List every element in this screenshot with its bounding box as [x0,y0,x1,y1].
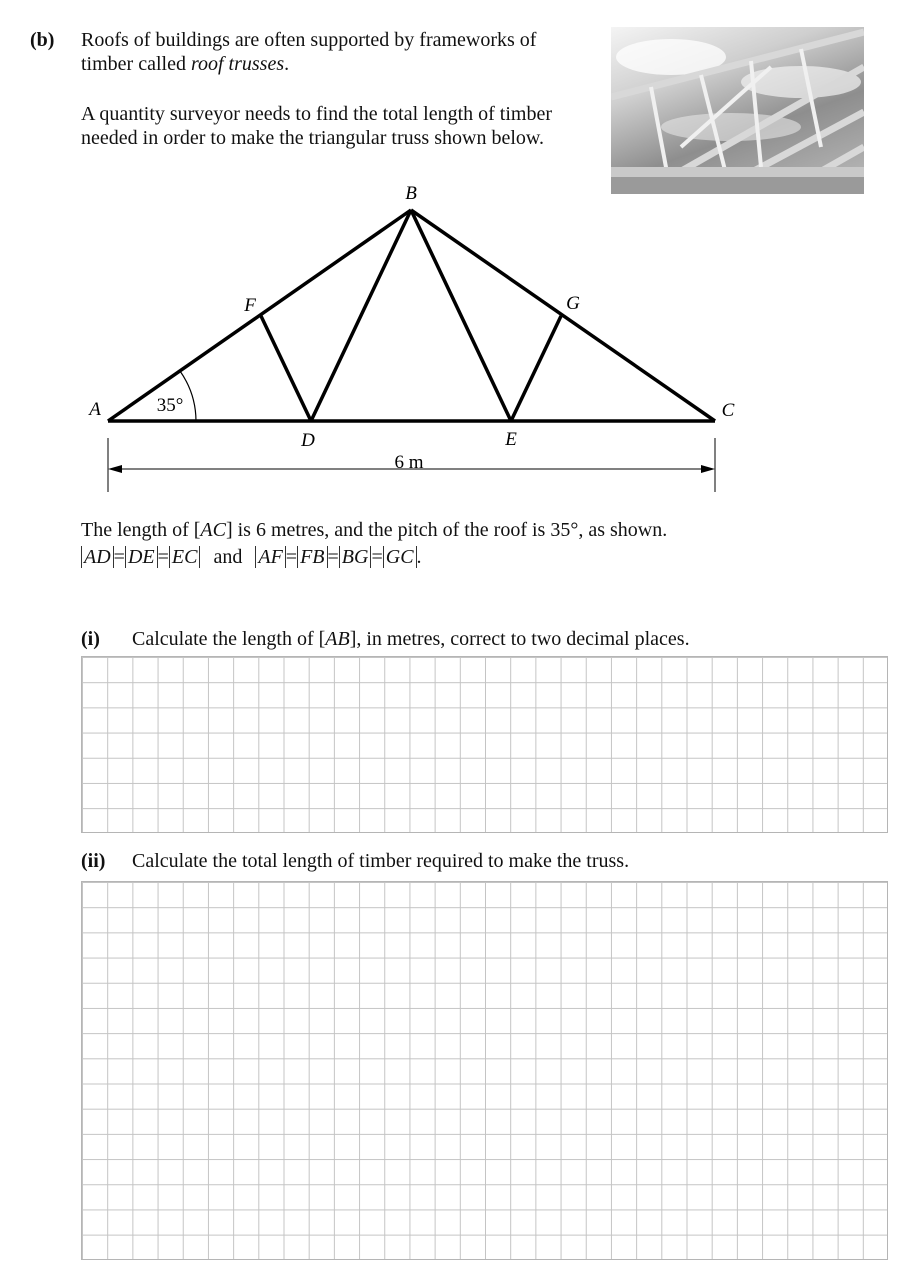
abs-gc: GC [383,546,417,568]
eq-period: . [416,546,422,568]
abs-ad: AD [81,546,114,568]
length-label: 6 m [394,452,424,473]
question-ii-label: (ii) [81,850,106,872]
label-b: B [405,183,417,204]
statement-ac: AC [200,519,226,541]
eq-and: and [213,546,243,568]
statement-a: The length of [ [81,519,201,541]
truss-rafter-bc [411,210,715,421]
abs-af: AF [255,546,285,568]
truss-member-db [311,210,411,421]
dimension-arrow-left [108,465,122,473]
intro-line-3: A quantity surveyor needs to find the total length of timber [81,103,553,125]
roof-truss-photo [611,27,864,194]
truss-member-fd [261,316,311,421]
intro-line-2-end: . [284,53,290,75]
roof-truss-photo-icon [611,27,864,194]
intro-line-4: needed in order to make the triangular truss shown below. [81,127,545,149]
truss-member-eg [511,316,561,421]
abs-ec: EC [169,546,201,568]
answer-grid-ii[interactable] [81,881,888,1260]
roof-trusses-term: roof trusses [190,53,285,75]
intro-line-1: Roofs of buildings are often supported by frameworks of [81,29,537,51]
question-i-text [132,627,690,651]
label-a: A [89,399,101,420]
truss-diagram [0,170,920,500]
dimension-arrow-right [701,465,715,473]
statement-b: ] is 6 metres, and the pitch of the roof is 35°, as shown. [225,519,668,541]
truss-member-be [411,210,511,421]
question-i-text-b: ], in metres, correct to two decimal places. [349,628,690,650]
eq-sign-3: = [285,546,298,568]
label-g: G [566,293,580,314]
angle-label: 35° [156,395,184,416]
question-i-label: (i) [81,628,100,650]
label-c: C [721,400,735,421]
label-e: E [505,429,517,450]
eq-sign-1: = [113,546,125,568]
intro-line-2 [81,52,289,76]
question-i-text-a: Calculate the length of [ [132,628,326,650]
question-i-ab: AB [325,628,350,650]
statement-line-1 [81,518,667,542]
label-d: D [301,430,315,451]
question-ii-text: Calculate the total length of timber required to make the truss. [132,850,630,872]
eq-sign-2: = [157,546,169,568]
abs-de: DE [125,546,158,568]
eq-sign-5: = [371,546,383,568]
statement-line-2 [81,545,422,569]
label-f: F [244,295,256,316]
abs-bg: BG [339,546,372,568]
eq-sign-4: = [327,546,339,568]
intro-line-2-plain: timber called [81,53,191,75]
truss-rafter-ab [108,210,411,421]
answer-grid-i[interactable] [81,656,888,833]
part-label: (b) [30,29,55,51]
abs-fb: FB [297,546,327,568]
